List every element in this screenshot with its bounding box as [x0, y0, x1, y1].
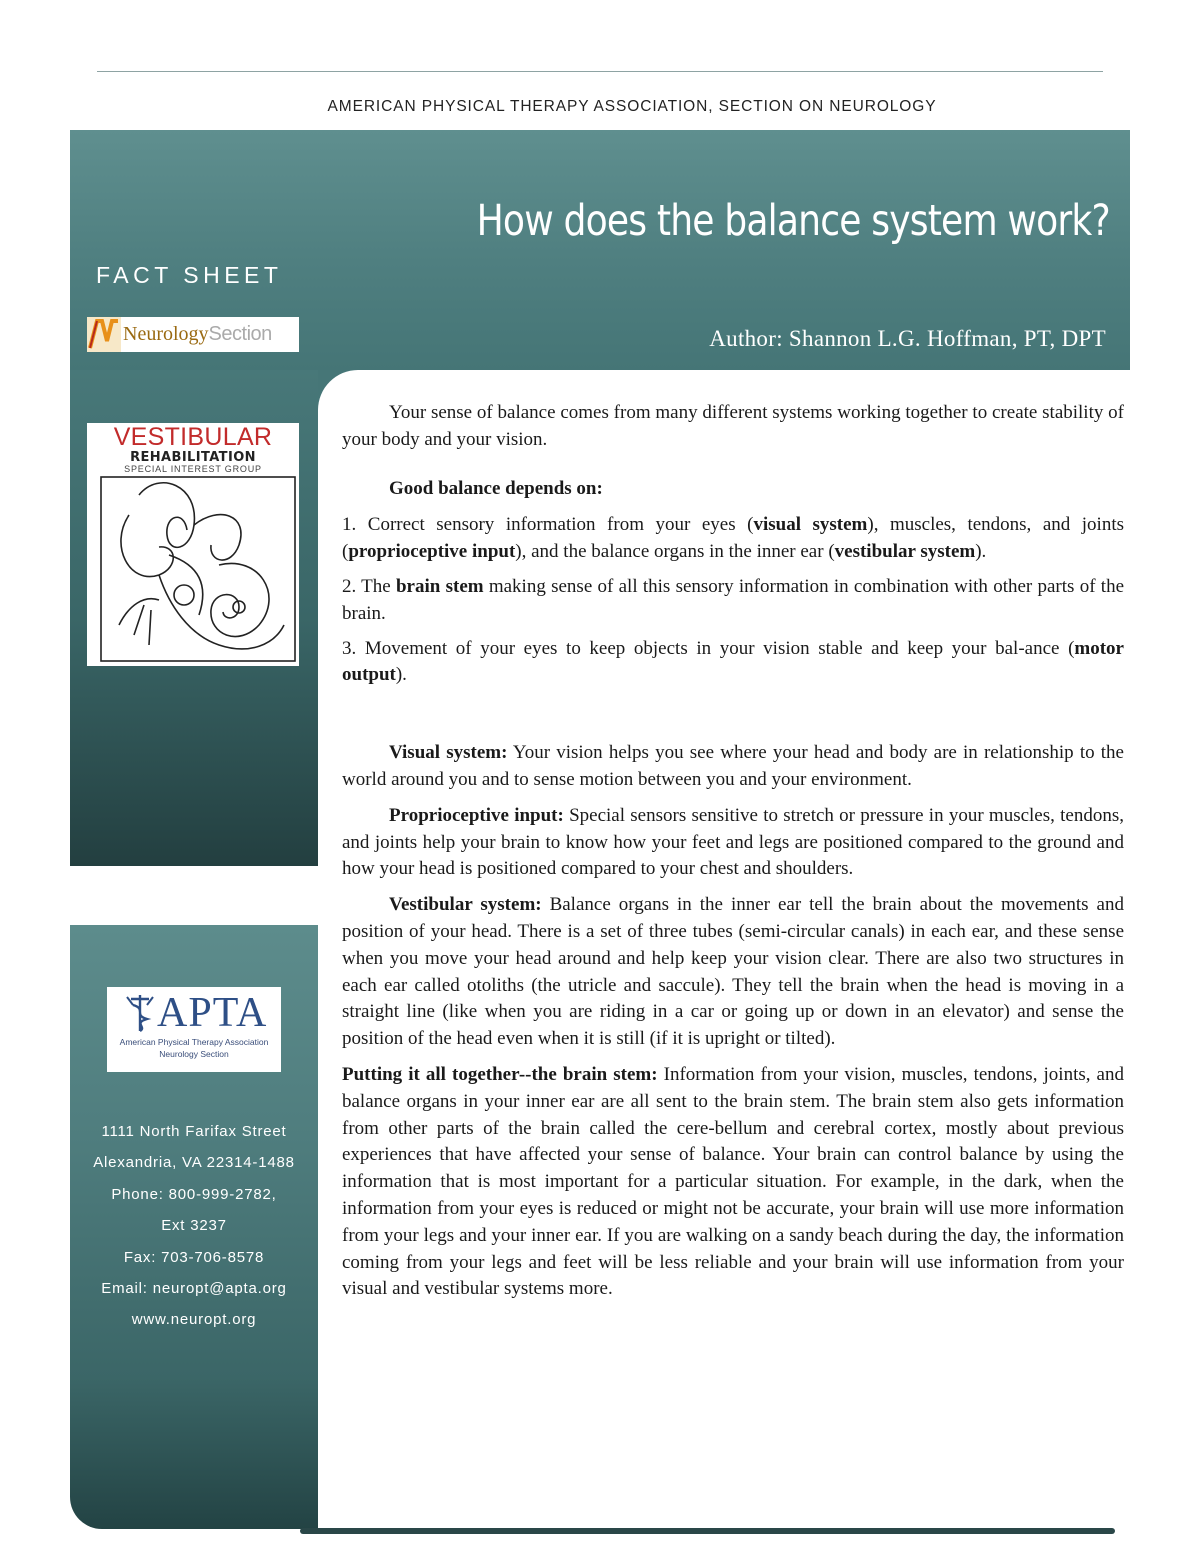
inner-ear-illustration-icon — [99, 475, 297, 663]
visual-system-label: Visual system: — [389, 742, 508, 764]
vestibular-rehab-logo — [87, 423, 299, 666]
contact-street: 1111 North Farifax Street — [101, 1123, 287, 1140]
contact-phone: Phone: 800-999-2782, — [111, 1185, 277, 1203]
apta-section-name: Neurology Section — [159, 1049, 229, 1059]
list-item-2: 2. The brain stem making sense of all this sensory information in combination with other parts of the brain. — [342, 575, 1124, 624]
brain-stem-label: Putting it all together--the brain stem: — [342, 1063, 658, 1085]
contact-city: Alexandria, VA 22314-1488 — [93, 1154, 295, 1172]
neurology-wordmark: Neurology — [123, 323, 209, 345]
apta-association-name: American Physical Therapy Association — [119, 1037, 269, 1047]
list-item-1: 1. Correct sensory information from your eyes (visual system), muscles, tendons, and joints (proprioceptive input), and the balance organs in the inner ear (vestibular system). — [342, 514, 1125, 563]
contact-email[interactable]: Email: neuropt@apta.org — [101, 1280, 287, 1298]
vestibular-system-label: Vestibular system: — [389, 894, 542, 916]
top-rule — [97, 71, 1103, 72]
neurology-n-icon — [87, 317, 121, 352]
apta-wordmark: APTA — [157, 990, 268, 1036]
organization-header: AMERICAN PHYSICAL THERAPY ASSOCIATION, SECTION ON NEUROLOGY — [327, 98, 937, 115]
vestibular-logo-subtitle: REHABILITATION — [130, 450, 256, 465]
list-item-3: 3. Movement of your eyes to keep objects in your vision stable and keep your bal-ance (motor output). — [342, 637, 1124, 686]
vestibular-logo-title: VESTIBULAR — [113, 423, 273, 451]
contact-info — [70, 1116, 318, 1336]
section-wordmark: Section — [208, 323, 272, 345]
vestibular-system-paragraph: Vestibular system: Balance organs in the inner ear tell the brain about the movements and position of your head. There is a set of three tubes (semi-circular canals) in each ear, and these sense when you move your head around and help keep your vision clear. There are also two structures in each ear called otoliths (the utricle and saccule). They tell the brain when the head is moving in a straight line (like when you are riding in a car or going up or down in an elevator) and sense the position of the head even when it is still (if it is upright or tilted). — [342, 894, 1124, 1050]
page-title: How does the balance system work? — [476, 196, 1110, 246]
proprioceptive-paragraph: Proprioceptive input: Special sensors sensitive to stretch or pressure in your muscles, tendons, and joints help your brain to know how your feet and legs are positioned compared to the ground and how your head is positioned compared to your chest and shoulders. — [342, 804, 1124, 880]
apta-caduceus-icon — [123, 993, 157, 1033]
contact-ext: Ext 3237 — [161, 1217, 227, 1235]
article-body — [342, 400, 1124, 1303]
intro-paragraph: Your sense of balance comes from many different systems working together to create stability of your body and your vision. — [342, 402, 1124, 450]
apta-logo — [107, 987, 281, 1072]
author-line: Author: Shannon L.G. Hoffman, PT, DPT — [709, 326, 1106, 351]
contact-fax: Fax: 703-706-8578 — [123, 1248, 265, 1266]
proprioceptive-label: Proprioceptive input: — [389, 804, 564, 826]
contact-website[interactable]: www.neuropt.org — [131, 1311, 257, 1329]
brain-stem-paragraph: Putting it all together--the brain stem: Information from your vision, muscles, tendons, joints, and balance organs in your inner ear are all sent to the brain stem. The brain stem also gets information from other parts of the brain called the cere-bellum and cerebral cortex, mostly about previous experiences that have affected your sense of balance. Your brain can control balance by using the information that is most important for a particular situation. For example, in the dark, when the information from your eyes is reduced or might not be accurate, your brain will use more information from your legs and your inner ear. If you are walking on a sandy beach during the day, the information coming from your legs and feet will be less reliable and your brain will use information from your visual and vestibular systems more. — [342, 1063, 1124, 1300]
neurology-section-logo — [87, 317, 299, 352]
visual-system-paragraph: Visual system: Your vision helps you see where your head and body are in relationship to the world around you and to sense motion between you and your environment. — [342, 742, 1124, 790]
fact-sheet-label: FACT SHEET — [96, 262, 283, 288]
good-balance-heading: Good balance depends on: — [389, 477, 603, 499]
bottom-rule — [300, 1528, 1115, 1534]
vestibular-logo-group: SPECIAL INTEREST GROUP — [124, 464, 262, 474]
